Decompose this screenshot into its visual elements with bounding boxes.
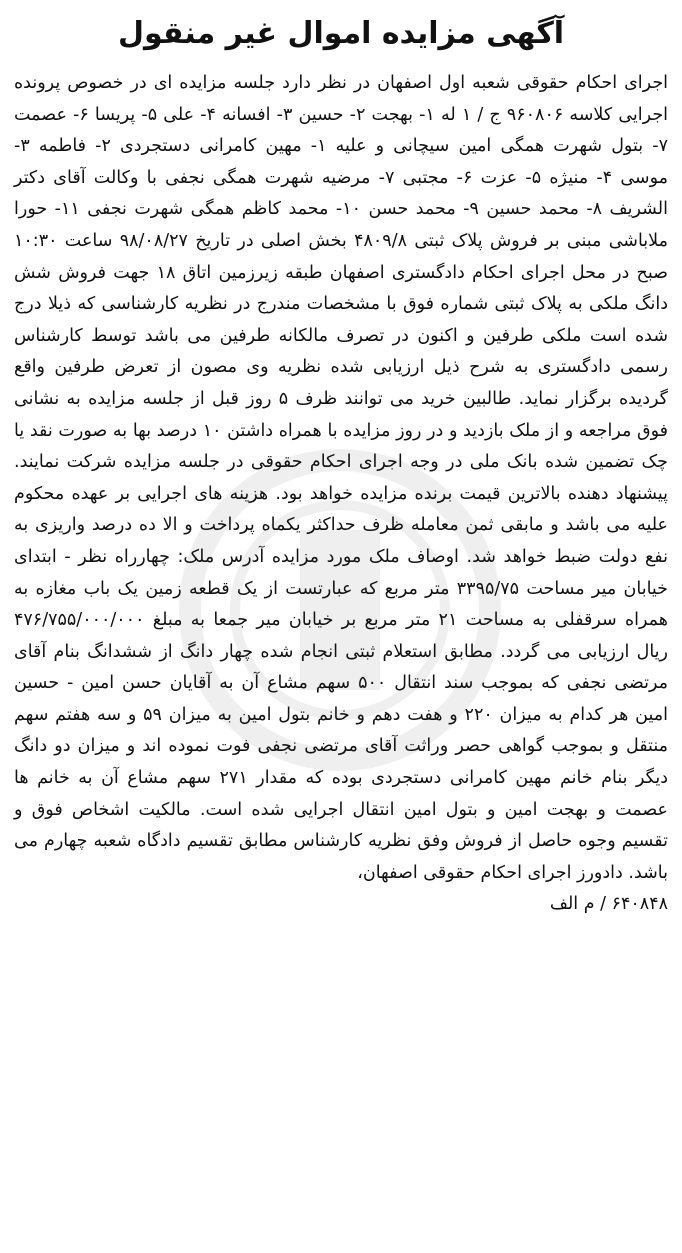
auction-notice [14, 8, 668, 921]
notice-reference-number: ۶۴۰۸۴۸ / م الف [549, 894, 668, 915]
notice-body: اجرای احکام حقوقی شعبه اول اصفهان در نظر دارد جلسه مزایده ای در خصوص پرونده اجرایی کلاسه ۹۶۰۸۰۶ ج / ۱ له ۱- بهجت ۲- حسین ۳- افسانه ۴- علی ۵- پریسا ۶- عصمت ۷- بتول شهرت همگی امین سیچانی و علیه ۱- مهین کامرانی دستجردی ۲- فاطمه ۳- موسی ۴- منیژه ۵- عزت ۶- مجتبی ۷- مرضیه شهرت همگی نجفی با وکالت آقای دکتر الشریف ۸- محمد حسین ۹- محمد حسن ۱۰- محمد کاظم همگی شهرت نجفی ۱۱- حورا ملاباشی مبنی بر فروش پلاک ثبتی ۴۸۰۹/۸ بخش اصلی در تاریخ ۹۸/۰۸/۲۷ ساعت ۱۰:۳۰ صبح در محل اجرای احکام دادگستری اصفهان طبقه زیرزمین اتاق ۱۸ جهت فروش شش دانگ ملکی به پلاک ثبتی شماره فوق با مشخصات مندرج در نظریه کارشناسی که ذیلا درج شده است ملکی طرفین و اکنون در تصرف مالکانه طرفین می باشد توسط کارشناس رسمی دادگستری به شرح ذیل ارزیابی شده نظریه وی مصون از تعرض طرفین واقع گردیده برگزار نماید. طالبین خرید می توانند ظرف ۵ روز قبل از جلسه مزایده به نشانی فوق مراجعه و از ملک بازدید و در روز مزایده با همراه داشتن ۱۰ درصد بها به صورت نقد یا چک تضمین شده بانک ملی در وجه اجرای احکام حقوقی در جلسه مزایده شرکت نمایند. پیشنهاد دهنده بالاترین قیمت برنده مزایده خواهد بود. هزینه های اجرایی بر عهده محکوم علیه می باشد و مابقی ثمن معامله ظرف حداکثر یکماه پرداخت و الا ده درصد واریزی به نفع دولت ضبط خواهد شد. اوصاف ملک مورد مزایده آدرس ملک: چهارراه نظر - ابتدای خیابان میر مساحت ۳۳۹۵/۷۵ متر مربع که عبارتست از یک قطعه زمین یک باب مغازه به همراه سرقفلی به مساحت ۲۱ متر مربع بر خیابان میر جمعا به مبلغ ۴۷۶/۷۵۵/۰۰۰/۰۰۰ ریال ارزیابی می گردد. مطابق استعلام ثبتی انجام شده چهار دانگ از ششدانگ بنام آقای مرتضی نجفی که بموجب سند انتقال ۵۰۰ سهم مشاع آن به آقایان حسن امین - حسین امین هر کدام به میزان ۲۲۰ و هفت دهم و خانم بتول امین به میزان ۵۹ و سه هفتم سهم منتقل و بموجب گواهی حصر وراثت آقای مرتضی نجفی فوت نموده اند و میزان دو دانگ دیگر بنام خانم مهین کامرانی دستجردی بوده که مقدار ۲۷۱ سهم مشاع آن به خانم ها عصمت و بهجت امین و بتول امین انتقال اجرایی شده است. مالکیت اشخاص فوق و تقسیم وجوه حاصل از فروش وفق نظریه کارشناس مطابق تقسیم دادگاه شعبه چهارم می باشد. دادورز اجرای احکام حقوقی اصفهان، [14, 73, 669, 883]
notice-title: آگهی مزایده اموال غیر منقول [117, 16, 565, 51]
